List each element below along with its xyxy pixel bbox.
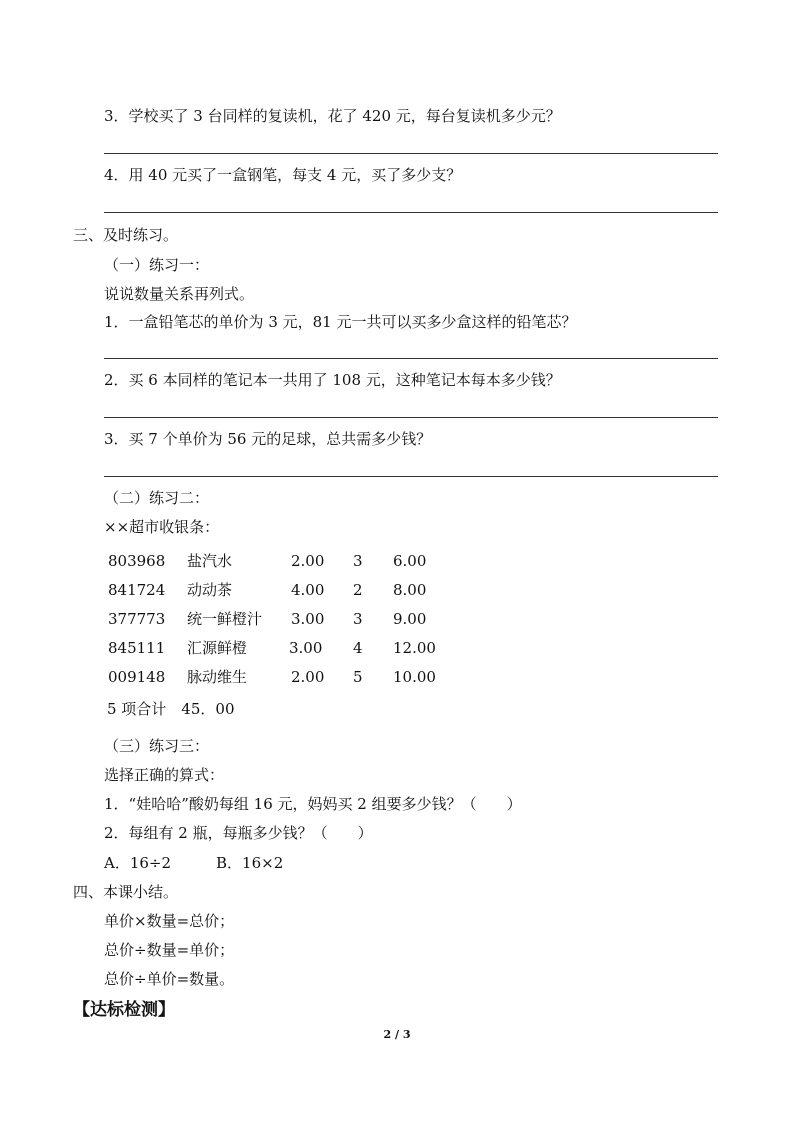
practice-2-heading: （二）练习二： <box>104 489 210 507</box>
receipt-qty: 3 <box>353 610 363 628</box>
practice-1-item-3: 3．买 7 个单价为 56 元的足球，总共需多少钱？ <box>104 430 432 448</box>
receipt-price: 4.00 <box>291 581 325 599</box>
receipt-summary: 5 项合计 45．00 <box>107 700 235 718</box>
section-3-heading: 三、及时练习。 <box>73 226 179 244</box>
receipt-total: 9.00 <box>393 610 427 628</box>
receipt-row <box>108 580 448 600</box>
practice-3-item-2: 2．每组有 2 瓶，每瓶多少钱？（ ） <box>104 824 373 842</box>
receipt-code: 845111 <box>108 639 166 657</box>
practice-1-item-2: 2．买 6 本同样的笔记本一共用了 108 元，这种笔记本每本多少钱？ <box>104 371 561 389</box>
answer-line[interactable] <box>104 417 718 418</box>
summary-line-3: 总价÷单价=数量。 <box>104 970 235 988</box>
practice-3-item-1: 1．“娃哈哈”酸奶每组 16 元，妈妈买 2 组要多少钱？（ ） <box>104 795 522 813</box>
summary-line-1: 单价×数量=总价； <box>104 912 235 930</box>
receipt-price: 3.00 <box>291 610 325 628</box>
receipt-row <box>108 638 448 658</box>
receipt-qty: 2 <box>353 581 363 599</box>
practice-1-heading: （一）练习一： <box>104 256 210 274</box>
question-3-text: 3．学校买了 3 台同样的复读机，花了 420 元，每台复读机多少元？ <box>104 107 561 125</box>
receipt-total: 10.00 <box>393 668 436 686</box>
page-number: 2 / 3 <box>383 1028 411 1041</box>
answer-line[interactable] <box>104 212 718 213</box>
practice-3-options: A．16÷2 B．16×2 <box>104 854 284 872</box>
practice-3-heading: （三）练习三： <box>104 737 210 755</box>
receipt-qty: 4 <box>353 639 363 657</box>
receipt-row <box>108 609 448 629</box>
practice-3-intro: 选择正确的算式： <box>104 766 225 784</box>
receipt-code: 841724 <box>108 581 166 599</box>
receipt-qty: 5 <box>353 668 363 686</box>
receipt-qty: 3 <box>353 552 363 570</box>
receipt-row <box>108 551 448 571</box>
receipt-code: 377773 <box>108 610 166 628</box>
practice-1-item-1: 1．一盒铅笔芯的单价为 3 元，81 元一共可以买多少盒这样的铅笔芯？ <box>104 313 577 331</box>
receipt-total: 8.00 <box>393 581 427 599</box>
receipt-price: 2.00 <box>291 668 325 686</box>
receipt-total: 6.00 <box>393 552 427 570</box>
section-4-heading: 四、本课小结。 <box>73 883 179 901</box>
receipt-name: 统一鲜橙汁 <box>187 610 263 628</box>
receipt-row <box>108 667 448 687</box>
receipt-code: 803968 <box>108 552 166 570</box>
section-5-heading: 【达标检测】 <box>73 1000 175 1020</box>
receipt-price: 3.00 <box>289 639 323 657</box>
receipt-code: 009148 <box>108 668 166 686</box>
answer-line[interactable] <box>104 358 718 359</box>
receipt-name: 汇源鲜橙 <box>187 639 248 657</box>
summary-line-2: 总价÷数量=单价； <box>104 941 235 959</box>
receipt-name: 动动茶 <box>187 581 233 599</box>
receipt-name: 脉动维生 <box>187 668 248 686</box>
receipt-total: 12.00 <box>393 639 436 657</box>
question-4-text: 4．用 40 元买了一盒钢笔，每支 4 元，买了多少支？ <box>104 166 462 184</box>
receipt-name: 盐汽水 <box>187 552 233 570</box>
receipt-title: ××超市收银条： <box>104 518 220 536</box>
receipt-price: 2.00 <box>291 552 325 570</box>
answer-line[interactable] <box>104 476 718 477</box>
practice-1-intro: 说说数量关系再列式。 <box>104 285 255 303</box>
answer-line[interactable] <box>104 153 718 154</box>
